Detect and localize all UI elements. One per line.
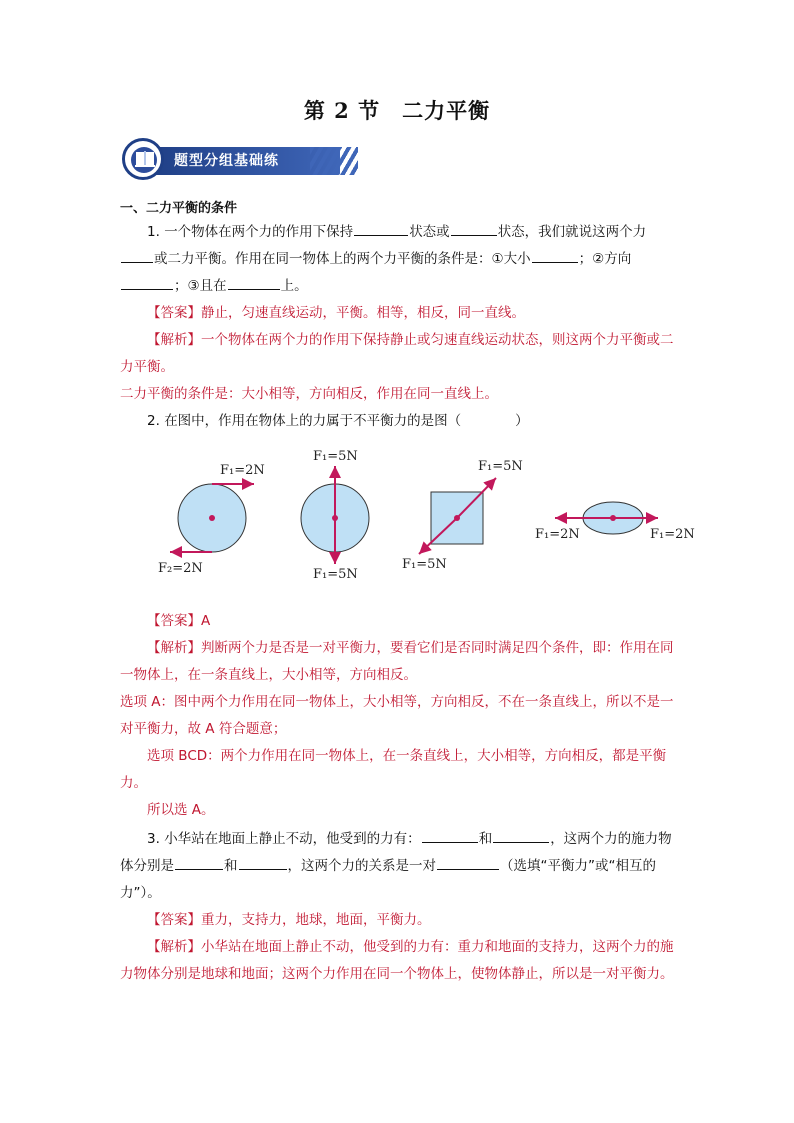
banner-stripes xyxy=(310,147,358,175)
blank xyxy=(437,855,499,870)
blank xyxy=(354,221,408,236)
section-banner xyxy=(120,136,360,182)
banner-badge xyxy=(122,138,164,180)
force-label: F₁=2N xyxy=(220,463,265,478)
figure-b xyxy=(301,449,369,582)
blank xyxy=(228,275,280,290)
question-2: 2. 在图中，作用在物体上的力属于不平衡力的是图（ ） xyxy=(147,413,529,429)
analysis-2-option-a: 选项 A：图中两个力作用在同一物体上，大小相等，方向相反，不在一条直线上，所以不是一对平衡力，故 A 符合题意； xyxy=(120,694,674,737)
force-label: F₁=5N xyxy=(478,459,523,474)
blank xyxy=(239,855,287,870)
blank xyxy=(121,275,173,290)
answer-1: 【答案】静止，匀速直线运动，平衡。相等，相反，同一直线。 xyxy=(147,305,525,321)
analysis-2-option-bcd: 选项 BCD：两个力作用在同一物体上，在一条直线上，大小相等，方向相反，都是平衡力。 xyxy=(120,748,667,791)
answer-3: 【答案】重力，支持力，地球，地面，平衡力。 xyxy=(147,912,431,928)
analysis-1-conditions: 二力平衡的条件是：大小相等，方向相反，作用在同一直线上。 xyxy=(120,386,498,402)
blank xyxy=(422,828,478,843)
force-figure xyxy=(150,446,710,586)
force-label: F₁=5N xyxy=(402,557,447,572)
question-1: 1. 一个物体在两个力的作用下保持 状态或 状态，我们就说这两个力或二力平衡。作用在同一物体上的两个力平衡的条件是：①大小 ；②方向；③且在 上。 xyxy=(120,219,676,300)
figure-c xyxy=(402,459,523,572)
page-title: 第 2 节 二力平衡 xyxy=(303,98,491,123)
blank xyxy=(175,855,223,870)
force-label: F₁=2N xyxy=(650,527,695,542)
force-label: F₂=2N xyxy=(158,561,203,576)
book-icon xyxy=(135,150,155,168)
force-label: F₁=5N xyxy=(313,449,358,464)
blank xyxy=(121,248,153,263)
force-label: F₁=5N xyxy=(313,567,358,582)
analysis-1: 【解析】一个物体在两个力的作用下保持静止或匀速直线运动状态，则这两个力平衡或二力平衡。 xyxy=(120,332,674,375)
section-heading: 一、二力平衡的条件 xyxy=(120,201,238,216)
blank xyxy=(451,221,497,236)
blank xyxy=(532,248,578,263)
analysis-2: 【解析】判断两个力是否是一对平衡力，要看它们是否同时满足四个条件，即：作用在同一物体上，在一条直线上，大小相等，方向相反。 xyxy=(120,640,674,683)
blank xyxy=(493,828,549,843)
answer-2: 【答案】A xyxy=(147,613,211,629)
analysis-2-conclusion: 所以选 A。 xyxy=(147,802,215,818)
analysis-3: 【解析】小华站在地面上静止不动，他受到的力有：重力和地面的支持力，这两个力的施力物体分别是地球和地面；这两个力作用在同一个物体上，使物体静止，所以是一对平衡力。 xyxy=(120,939,674,982)
question-3: 3. 小华站在地面上静止不动，他受到的力有： 和 ，这两个力的施力物体分别是 和 ，这两个力的关系是一对 （选填“平衡力”或“相互的力”）。 xyxy=(120,826,676,907)
figure-a xyxy=(158,463,265,576)
force-label: F₁=2N xyxy=(535,527,580,542)
banner-label: 题型分组基础练 xyxy=(174,153,279,169)
figure-d xyxy=(535,502,695,542)
